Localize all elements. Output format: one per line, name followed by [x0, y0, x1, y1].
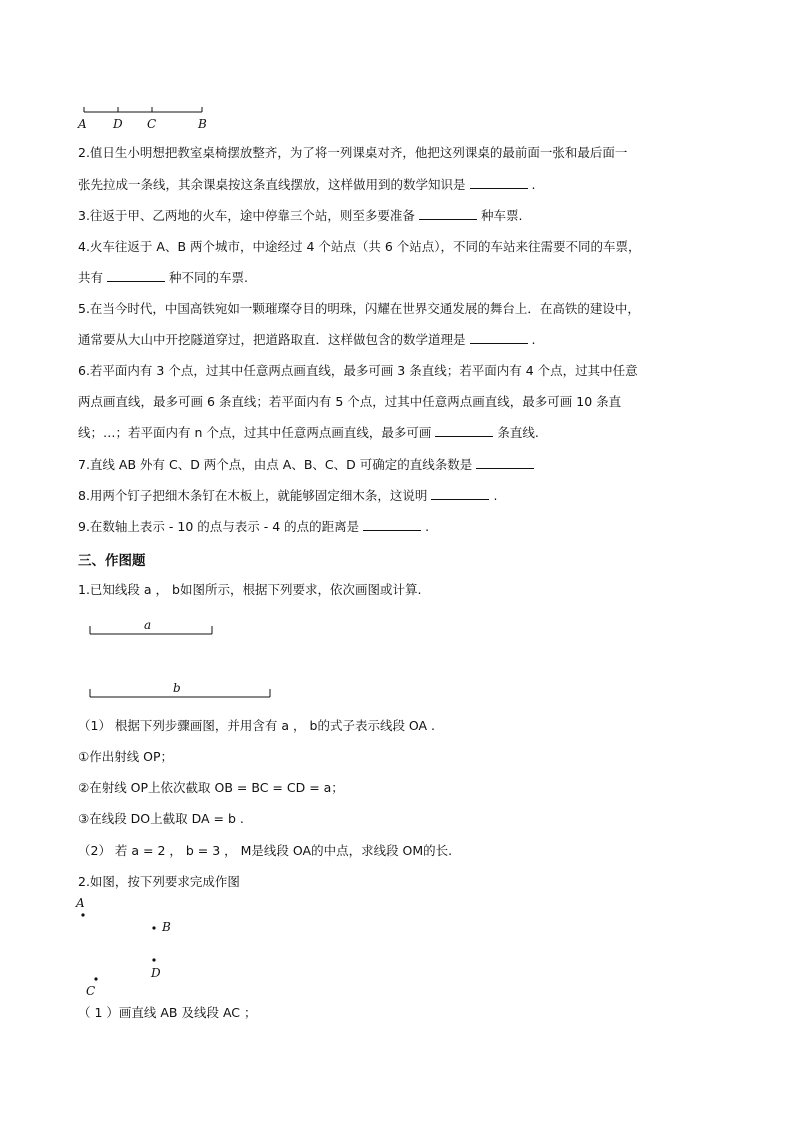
question-6-line-1: 6.若平面内有 3 个点，过其中任意两点画直线，最多可画 3 条直线；若平面内有 4 个点，过其中任意	[78, 363, 638, 378]
points-figure-abdc	[74, 895, 214, 1005]
point-label-a: A	[78, 117, 87, 131]
drawing-problem-1-part-1: （1） 根据下列步骤画图，并用含有 a ， b的式子表示线段 OA .	[78, 718, 436, 733]
question-5-line-2: 通常要从大山中开挖隧道穿过，把道路取直．这样做包含的数学道理是 .	[78, 332, 536, 347]
question-2-line-2: 张先拉成一条线，其余课桌按这条直线摆放，这样做用到的数学知识是 .	[78, 177, 536, 192]
point-c-dot	[94, 977, 97, 980]
segment-figure-adcb	[78, 100, 218, 132]
question-8: 8.用两个钉子把细木条钉在木板上，就能够固定细木条，这说明 .	[78, 488, 498, 503]
point-d-dot	[152, 958, 155, 961]
segment-b-label: b	[173, 681, 181, 695]
answer-blank-q2[interactable]	[470, 175, 528, 189]
point-label-b: B	[198, 117, 207, 131]
question-5-line-1: 5.在当今时代，中国高铁宛如一颗璀璨夺目的明珠，闪耀在世界交通发展的舞台上．在高铁的建设中，	[78, 301, 640, 316]
drawing-problem-1-part-2: （2） 若 a = 2 ， b = 3 ， M是线段 OA的中点，求线段 OM的长.	[78, 843, 453, 858]
drawing-problem-1-intro: 1.已知线段 a ， b如图所示，根据下列要求，依次画图或计算.	[78, 582, 422, 597]
segment-b-figure	[88, 677, 278, 705]
question-6-line-3: 线；…；若平面内有 n 个点，过其中任意两点画直线，最多可画 条直线.	[78, 425, 539, 440]
point-label-a: A	[76, 896, 85, 910]
point-label-c: C	[86, 984, 96, 998]
question-4-line-1: 4.火车往返于 A、B 两个城市，中途经过 4 个站点（共 6 个站点），不同的车站来往需要不同的车票，	[78, 239, 641, 254]
answer-blank-q7[interactable]	[476, 455, 534, 469]
answer-blank-q6[interactable]	[435, 423, 493, 437]
drawing-problem-1-step-2: ②在射线 OP上依次截取 OB = BC = CD = a；	[78, 780, 344, 795]
point-label-b: B	[162, 920, 171, 934]
section-title-drawing: 三、作图题	[78, 553, 146, 569]
segment-a-label: a	[144, 618, 152, 632]
drawing-problem-1-step-1: ①作出射线 OP；	[78, 749, 174, 764]
answer-blank-q4[interactable]	[107, 268, 165, 282]
point-a-dot	[81, 913, 84, 916]
answer-blank-q5[interactable]	[470, 330, 528, 344]
segment-a-figure	[88, 614, 218, 642]
answer-blank-q3[interactable]	[419, 206, 477, 220]
question-4-line-2: 共有 种不同的车票.	[78, 270, 248, 285]
point-label-c: C	[147, 117, 157, 131]
answer-blank-q8[interactable]	[431, 486, 489, 500]
point-label-d: D	[151, 966, 161, 980]
point-label-d: D	[113, 117, 123, 131]
question-3: 3.往返于甲、乙两地的火车，途中停靠三个站，则至多要准备 种车票.	[78, 208, 523, 223]
drawing-problem-2-part-1: （ 1 ）画直线 AB 及线段 AC ；	[78, 1005, 257, 1020]
answer-blank-q9[interactable]	[363, 517, 421, 531]
question-6-line-2: 两点画直线，最多可画 6 条直线；若平面内有 5 个点，过其中任意两点画直线，最多可画 10 条直	[78, 394, 622, 409]
drawing-problem-1-step-3: ③在线段 DO上截取 DA = b .	[78, 811, 244, 826]
question-7: 7.直线 AB 外有 C、D 两个点，由点 A、B、C、D 可确定的直线条数是	[78, 455, 538, 475]
point-b-dot	[152, 926, 155, 929]
question-9: 9.在数轴上表示 - 10 的点与表示 - 4 的点的距离是 .	[78, 519, 430, 534]
question-2-line-1: 2.值日生小明想把教室桌椅摆放整齐，为了将一列课桌对齐，他把这列课桌的最前面一张和最后面一	[78, 145, 628, 160]
drawing-problem-2-intro: 2.如图，按下列要求完成作图	[78, 874, 240, 889]
